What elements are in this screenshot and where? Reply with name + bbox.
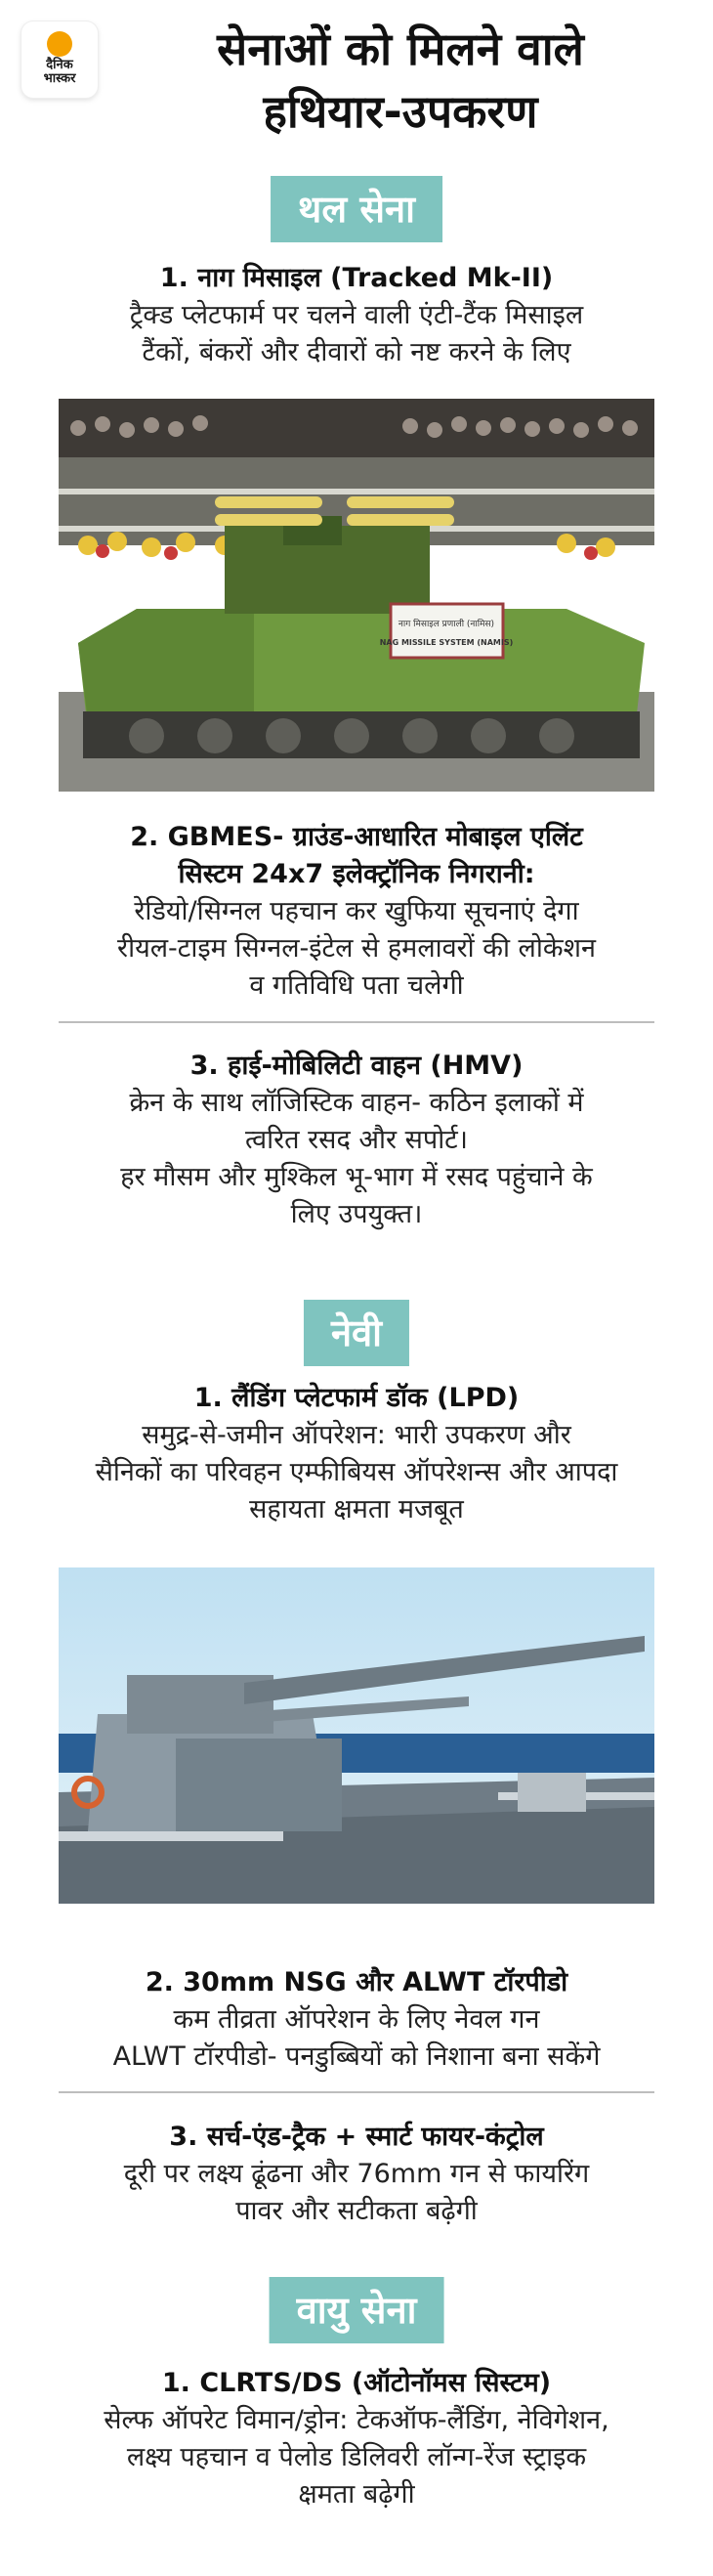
naval-gun-photo bbox=[59, 1567, 654, 1904]
dainik-bhaskar-logo bbox=[21, 21, 98, 98]
navy-item-1-line1: समुद्र-से-जमीन ऑपरेशन: भारी उपकरण और bbox=[142, 1420, 571, 1450]
navy-item-2-line2: ALWT टॉरपीडो- पनडुब्बियों को निशाना बना सकेंगे bbox=[112, 2041, 601, 2072]
army-item-2-heading-line1: 2. GBMES- ग्राउंड-आधारित मोबाइल एलिंट bbox=[130, 822, 583, 852]
army-item-3-line4: लिए उपयुक्त। bbox=[290, 1199, 423, 1229]
navy-section-label: नेवी bbox=[304, 1300, 409, 1366]
army-item-3 bbox=[29, 1048, 684, 1233]
army-section-label: थल सेना bbox=[271, 176, 442, 242]
divider bbox=[59, 2091, 654, 2093]
army-item-1-heading: 1. नाग मिसाइल (Tracked Mk-II) bbox=[159, 263, 554, 293]
airforce-item-1 bbox=[29, 2365, 684, 2513]
airforce-item-1-line2: लक्ष्य पहचान व पेलोड डिलिवरी लॉन्ग-रेंज स्ट्राइक bbox=[126, 2442, 587, 2472]
airforce-item-1-line1: सेल्फ ऑपरेट विमान/ड्रोन: टेकऑफ-लैंडिंग, नेविगेशन, bbox=[104, 2405, 609, 2435]
logo-text-line2: भास्कर bbox=[43, 71, 76, 86]
navy-item-3-line1: दूरी पर लक्ष्य ढूंढना और 76mm गन से फायरिंग bbox=[123, 2159, 590, 2189]
navy-item-1-heading: 1. लैंडिंग प्लेटफार्म डॉक (LPD) bbox=[193, 1383, 520, 1413]
divider bbox=[59, 1021, 654, 1023]
title-line2: हथियार-उपकरण bbox=[263, 85, 538, 138]
navy-item-1 bbox=[29, 1380, 684, 1528]
army-item-3-line3: हर मौसम और मुश्किल भू-भाग में रसद पहुंचाने के bbox=[120, 1162, 593, 1192]
navy-item-3-heading: 3. सर्च-एंड-ट्रैक + स्मार्ट फायर-कंट्रोल bbox=[169, 2122, 544, 2152]
vehicle-sign-hindi: नाग मिसाइल प्रणाली (नामिस) bbox=[398, 620, 495, 629]
airforce-section-label: वायु सेना bbox=[270, 2277, 444, 2343]
army-item-2-line1: रेडियो/सिग्नल पहचान कर खुफिया सूचनाएं देगा bbox=[134, 896, 579, 926]
army-item-2-heading-line2: सिस्टम 24x7 इलेक्ट्रॉनिक निगरानी: bbox=[178, 859, 535, 889]
airforce-item-1-line3: क्षमता बढ़ेगी bbox=[298, 2479, 415, 2510]
army-item-3-heading: 3. हाई-मोबिलिटी वाहन (HMV) bbox=[189, 1051, 524, 1081]
navy-item-2-line1: कम तीव्रता ऑपरेशन के लिए नेवल गन bbox=[173, 2004, 540, 2035]
army-item-1 bbox=[29, 260, 684, 371]
navy-item-3 bbox=[29, 2119, 684, 2230]
navy-item-1-line2: सैनिकों का परिवहन एम्फीबियस ऑपरेशन्स और आपदा bbox=[95, 1457, 618, 1487]
army-item-2-line3: व गतिविधि पता चलेगी bbox=[249, 970, 464, 1001]
army-item-1-line1: ट्रैक्ड प्लेटफार्म पर चलने वाली एंटी-टैंक मिसाइल bbox=[129, 300, 584, 330]
army-item-3-line2: त्वरित रसद और सपोर्ट। bbox=[244, 1125, 469, 1155]
navy-item-3-line2: पावर और सटीकता बढ़ेगी bbox=[235, 2196, 478, 2226]
nag-missile-photo bbox=[59, 399, 654, 792]
navy-item-2 bbox=[29, 1964, 684, 2076]
army-item-3-line1: क्रेन के साथ लॉजिस्टिक वाहन- कठिन इलाकों में bbox=[129, 1088, 584, 1118]
army-item-2 bbox=[29, 819, 684, 1005]
page-title bbox=[107, 18, 693, 143]
navy-item-1-line3: सहायता क्षमता मजबूत bbox=[249, 1494, 464, 1524]
logo-text-line1: दैनिक bbox=[46, 58, 73, 72]
airforce-item-1-heading: 1. CLRTS/DS (ऑटोनॉमस सिस्टम) bbox=[161, 2368, 552, 2398]
vehicle-sign-english: NAG MISSILE SYSTEM (NAMIS) bbox=[379, 638, 514, 647]
sun-icon bbox=[47, 31, 72, 57]
army-item-2-line2: रीयल-टाइम सिग्नल-इंटेल से हमलावरों की लोकेशन bbox=[117, 933, 596, 964]
navy-item-2-heading: 2. 30mm NSG और ALWT टॉरपीडो bbox=[145, 1967, 568, 1997]
army-item-1-line2: टैंकों, बंकरों और दीवारों को नष्ट करने के लिए bbox=[142, 337, 571, 367]
title-line1: सेनाओं को मिलने वाले bbox=[217, 22, 584, 75]
